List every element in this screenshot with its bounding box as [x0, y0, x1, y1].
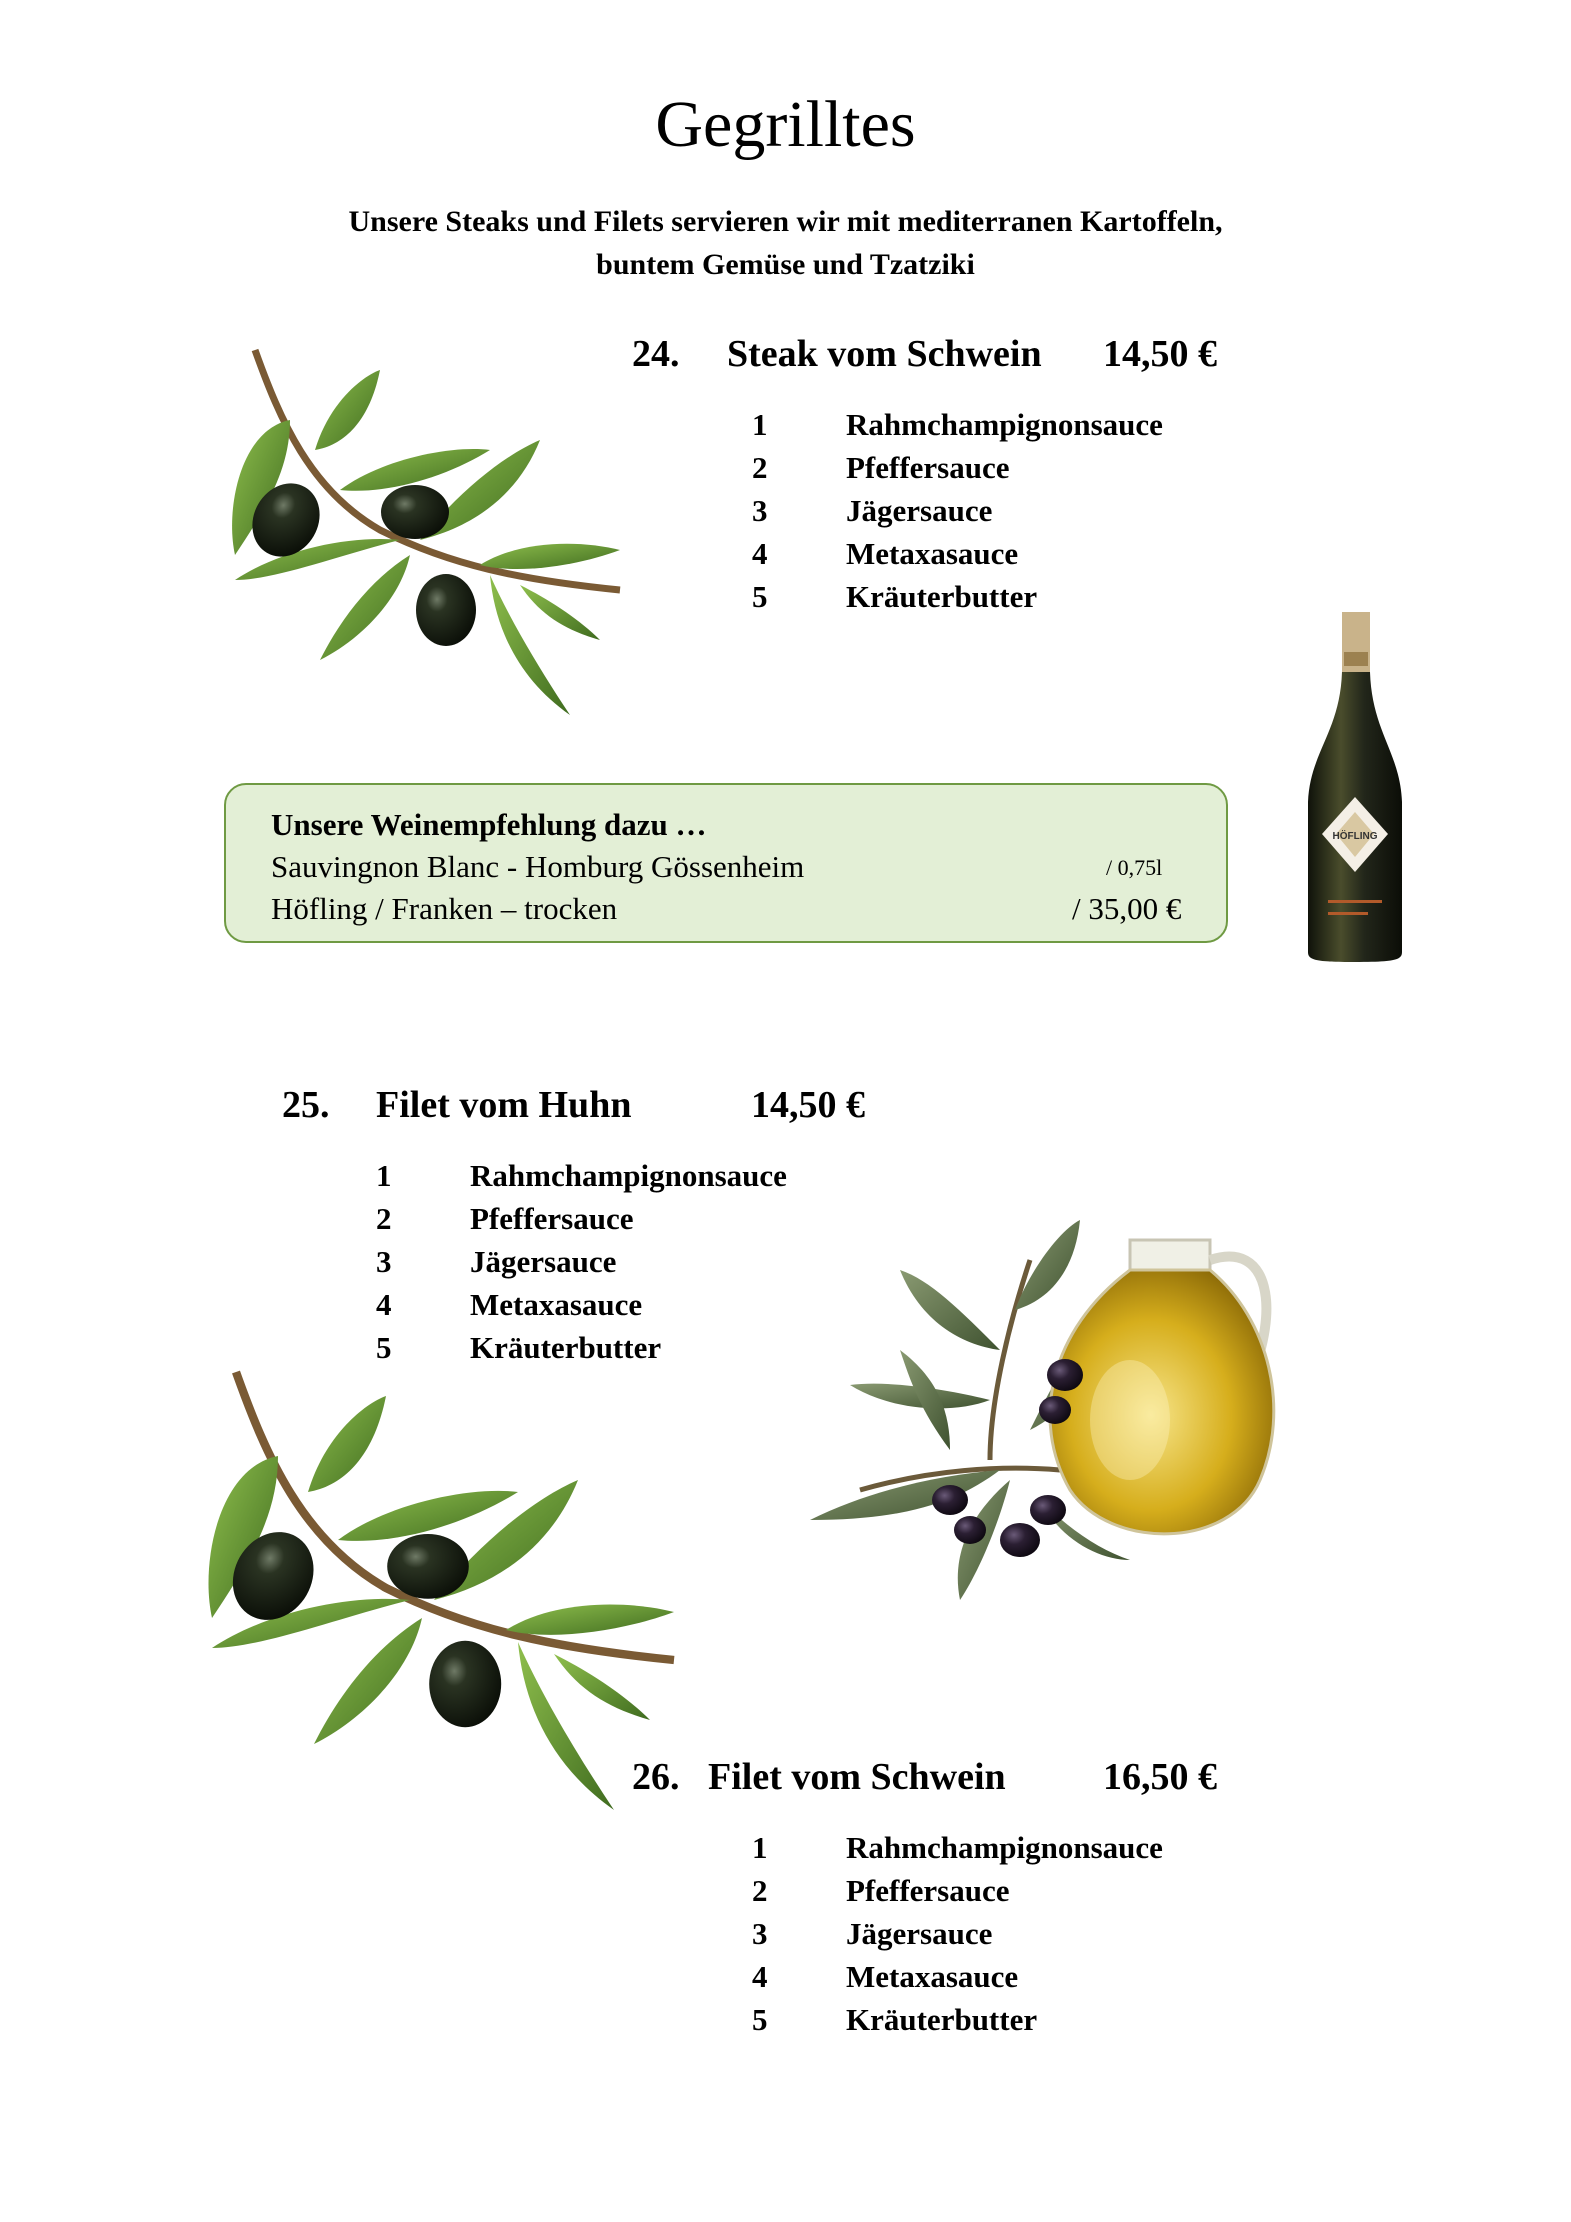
- sauce-item: 5 Kräuterbutter: [376, 1330, 662, 1365]
- sauce-item: 5 Kräuterbutter: [752, 2002, 1038, 2037]
- olive-oil-jug-illustration: [800, 1200, 1360, 1640]
- dish-26-sauce-list: [752, 1826, 1163, 2041]
- dish-25-number: 25.: [282, 1084, 330, 1126]
- dish-25-name: Filet vom Huhn: [376, 1084, 632, 1126]
- sauce-item: 5 Kräuterbutter: [752, 579, 1038, 614]
- sauce-item: 3 Jägersauce: [376, 1244, 617, 1279]
- subtitle-line-2: buntem Gemüse und Tzatziki: [596, 248, 975, 281]
- sauce-item: 3 Jägersauce: [752, 493, 993, 528]
- bottle-label-text: HÖFLING: [1332, 831, 1378, 842]
- wine-bottle-image: [1300, 612, 1410, 962]
- wine-recommendation-box: [224, 783, 1228, 943]
- sauce-item: 2 Pfeffersauce: [752, 450, 1010, 485]
- dish-26-number: 26.: [632, 1756, 680, 1798]
- sauce-item: 2 Pfeffersauce: [752, 1873, 1010, 1908]
- sauce-item: 1 Rahmchampignonsauce: [752, 1830, 1163, 1865]
- wine-price: / 35,00 €: [1072, 891, 1182, 926]
- dish-24-sauce-list: [752, 403, 1163, 618]
- wine-volume: / 0,75l: [1106, 855, 1163, 880]
- dish-24-number: 24.: [632, 333, 680, 375]
- sauce-item: 4 Metaxasauce: [752, 536, 1019, 571]
- dish-25-price: 14,50 €: [751, 1084, 865, 1126]
- dish-25-sauce-list: [376, 1154, 787, 1369]
- sauce-item: 4 Metaxasauce: [376, 1287, 643, 1322]
- sauce-item: 1 Rahmchampignonsauce: [376, 1158, 787, 1193]
- sauce-item: 2 Pfeffersauce: [376, 1201, 634, 1236]
- page-title: Gegrilltes: [655, 88, 916, 161]
- sauce-item: 4 Metaxasauce: [752, 1959, 1019, 1994]
- wine-origin: Höfling / Franken – trocken: [271, 891, 618, 926]
- wine-name: Sauvingnon Blanc - Homburg Gössenheim: [271, 849, 805, 884]
- dish-26-price: 16,50 €: [1103, 1756, 1217, 1798]
- dish-24-price: 14,50 €: [1103, 333, 1217, 375]
- wine-heading: Unsere Weinempfehlung dazu …: [271, 807, 707, 842]
- sauce-item: 1 Rahmchampignonsauce: [752, 407, 1163, 442]
- dish-24-name: Steak vom Schwein: [727, 333, 1042, 375]
- sauce-item: 3 Jägersauce: [752, 1916, 993, 1951]
- subtitle-line-1: Unsere Steaks und Filets servieren wir mit mediterranen Kartoffeln,: [348, 205, 1223, 238]
- dish-26-name: Filet vom Schwein: [708, 1756, 1006, 1798]
- olive-branch-illustration-top: [220, 340, 630, 740]
